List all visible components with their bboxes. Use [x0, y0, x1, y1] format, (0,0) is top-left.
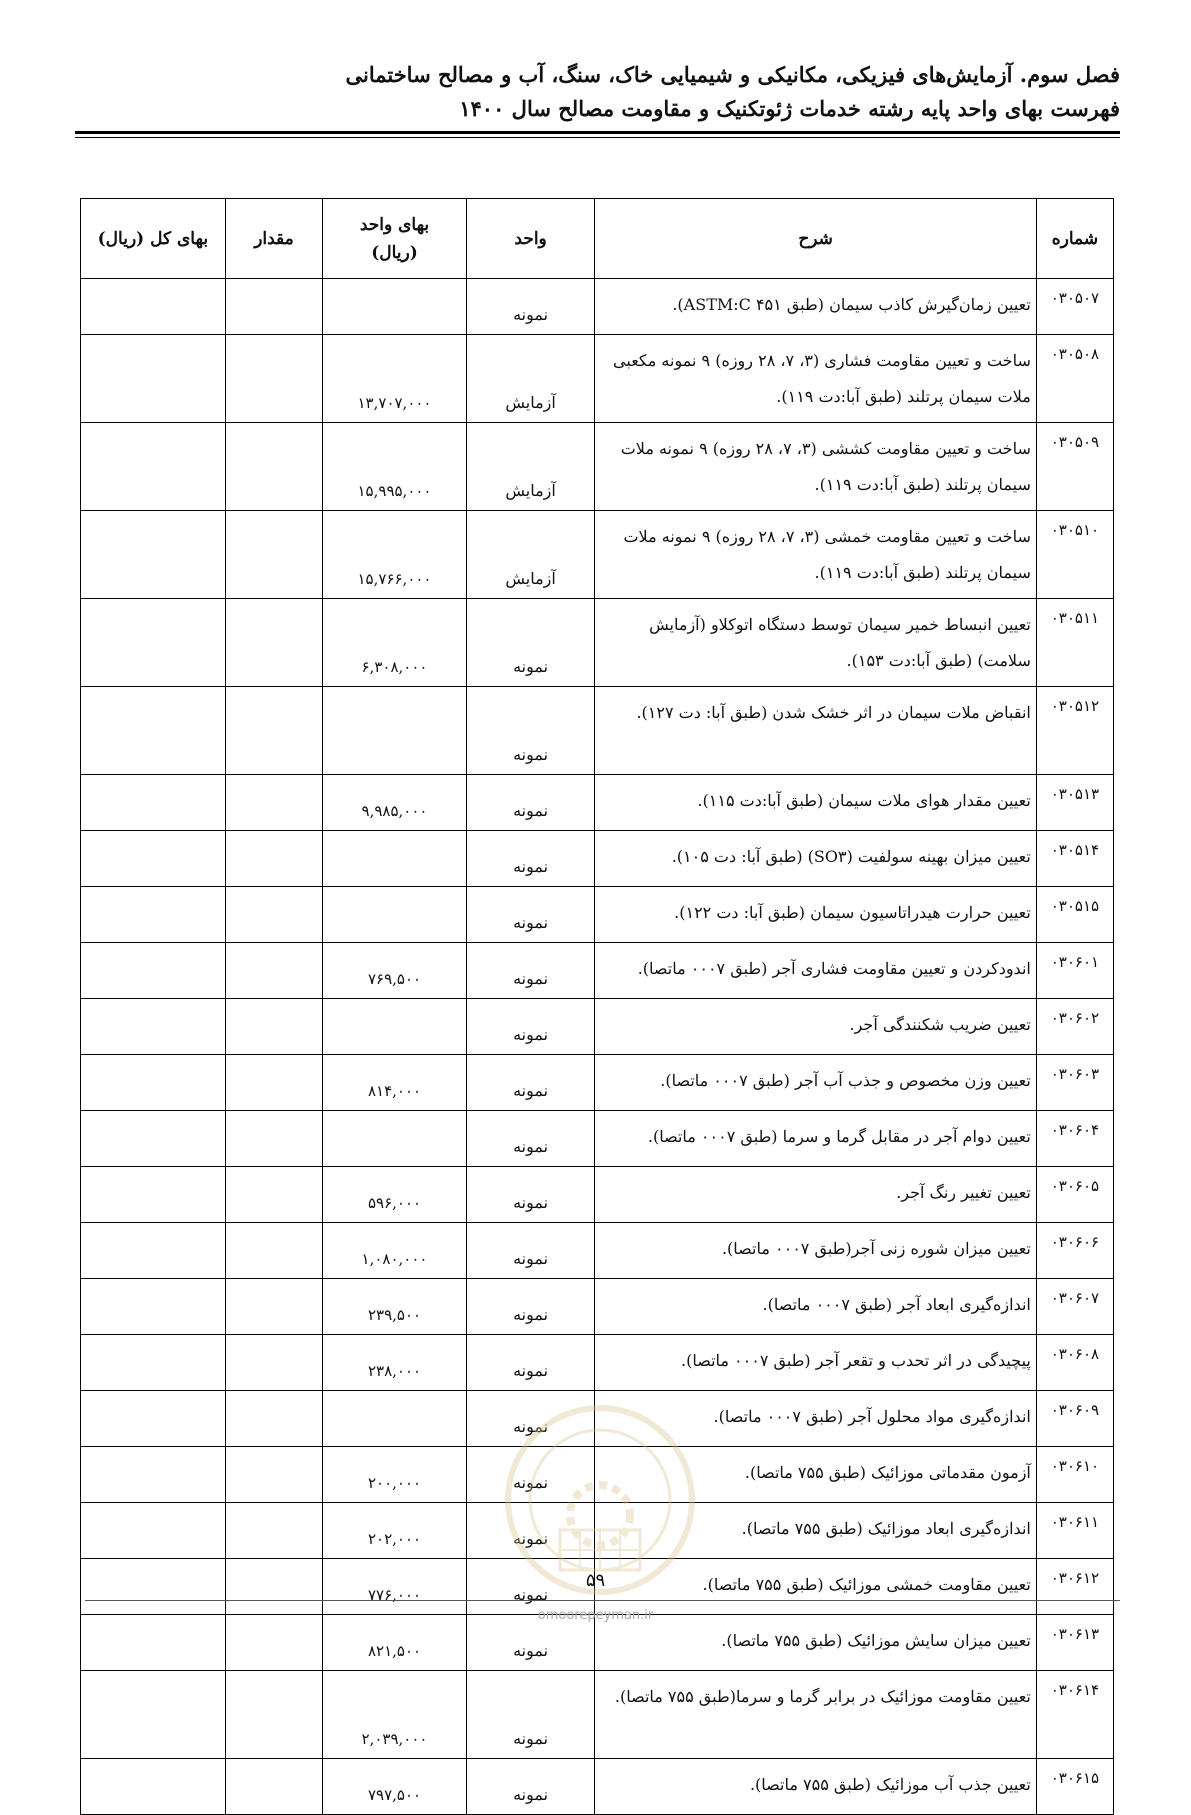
row-quantity	[225, 1167, 323, 1223]
row-unit-price: ۱,۰۸۰,۰۰۰	[323, 1223, 467, 1279]
watermark-url: omoorepeyman.ir	[537, 1608, 654, 1623]
row-description: انقباض ملات سیمان در اثر خشک شدن (طبق آبا: دت ۱۲۷).	[595, 687, 1036, 775]
column-header-description: شرح	[595, 199, 1036, 279]
row-quantity	[225, 1335, 323, 1391]
table-row	[81, 1223, 1114, 1279]
row-description: اندازه‌گیری ابعاد موزائیک (طبق ۷۵۵ ماتصا).	[595, 1503, 1036, 1559]
column-header-code: شماره	[1036, 199, 1113, 279]
table-row	[81, 1335, 1114, 1391]
row-unit: نمونه	[466, 687, 595, 775]
row-total-price	[81, 599, 226, 687]
row-unit: نمونه	[466, 831, 595, 887]
table-row	[81, 335, 1114, 423]
row-quantity	[225, 831, 323, 887]
row-total-price	[81, 775, 226, 831]
table-row	[81, 999, 1114, 1055]
row-unit: نمونه	[466, 775, 595, 831]
row-code: ۰۳۰۵۱۵	[1036, 887, 1113, 943]
unit-price-header-line2: (ریال)	[371, 242, 418, 263]
chapter-title: فصل سوم. آزمایش‌های فیزیکی، مکانیکی و شیمیایی خاک، سنگ، آب و مصالح ساختمانی	[345, 62, 1120, 87]
header-divider-thin	[75, 137, 1120, 138]
row-quantity	[225, 1055, 323, 1111]
row-code: ۰۳۰۶۰۴	[1036, 1111, 1113, 1167]
row-unit-price	[323, 887, 467, 943]
row-unit: نمونه	[466, 999, 595, 1055]
table-row	[81, 831, 1114, 887]
footer-divider	[85, 1600, 1120, 1601]
row-quantity	[225, 1759, 323, 1815]
row-total-price	[81, 831, 226, 887]
row-description: تعیین مقدار هوای ملات سیمان (طبق آبا:دت ۱۱۵).	[595, 775, 1036, 831]
row-unit: نمونه	[466, 1167, 595, 1223]
row-description: اندازه‌گیری مواد محلول آجر (طبق ۰۰۰۷ ماتصا).	[595, 1391, 1036, 1447]
row-unit-price	[323, 831, 467, 887]
row-description: ساخت و تعیین مقاومت خمشی (۳، ۷، ۲۸ روزه) ۹ نمونه ملات سیمان پرتلند (طبق آبا:دت ۱۱۹).	[595, 511, 1036, 599]
row-total-price	[81, 1335, 226, 1391]
row-unit: آزمایش	[466, 335, 595, 423]
row-code: ۰۳۰۶۱۳	[1036, 1615, 1113, 1671]
row-code: ۰۳۰۶۰۵	[1036, 1167, 1113, 1223]
table-row	[81, 1167, 1114, 1223]
row-quantity	[225, 687, 323, 775]
row-unit: نمونه	[466, 1615, 595, 1671]
row-description: تعیین مقاومت موزائیک در برابر گرما و سرما(طبق ۷۵۵ ماتصا).	[595, 1671, 1036, 1759]
row-unit-price	[323, 687, 467, 775]
table-row	[81, 511, 1114, 599]
row-quantity	[225, 943, 323, 999]
row-quantity	[225, 999, 323, 1055]
row-description: تعیین حرارت هیدراتاسیون سیمان (طبق آبا: دت ۱۲۲).	[595, 887, 1036, 943]
row-description: ساخت و تعیین مقاومت فشاری (۳، ۷، ۲۸ روزه) ۹ نمونه مکعبی ملات سیمان پرتلند (طبق آبا:دت ۱۱۹).	[595, 335, 1036, 423]
row-unit-price: ۲۰۲,۰۰۰	[323, 1503, 467, 1559]
row-quantity	[225, 1391, 323, 1447]
row-unit: نمونه	[466, 599, 595, 687]
row-unit-price: ۷۷۶,۰۰۰	[323, 1559, 467, 1615]
row-unit-price: ۷۶۹,۵۰۰	[323, 943, 467, 999]
row-unit: نمونه	[466, 1391, 595, 1447]
row-code: ۰۳۰۵۱۴	[1036, 831, 1113, 887]
row-code: ۰۳۰۵۰۷	[1036, 279, 1113, 335]
row-total-price	[81, 887, 226, 943]
row-quantity	[225, 1111, 323, 1167]
row-description: تعیین مقاومت خمشی موزائیک (طبق ۷۵۵ ماتصا).	[595, 1559, 1036, 1615]
row-total-price	[81, 1111, 226, 1167]
row-description: تعیین وزن مخصوص و جذب آب آجر (طبق ۰۰۰۷ ماتصا).	[595, 1055, 1036, 1111]
row-code: ۰۳۰۵۱۲	[1036, 687, 1113, 775]
table-header-row	[81, 199, 1114, 279]
row-unit-price: ۹,۹۸۵,۰۰۰	[323, 775, 467, 831]
table-row	[81, 687, 1114, 775]
header-divider-thick	[75, 131, 1120, 134]
row-description: اندازه‌گیری ابعاد آجر (طبق ۰۰۰۷ ماتصا).	[595, 1279, 1036, 1335]
row-description: تعیین میزان شوره زنی آجر(طبق ۰۰۰۷ ماتصا).	[595, 1223, 1036, 1279]
row-description: تعیین دوام آجر در مقابل گرما و سرما (طبق ۰۰۰۷ ماتصا).	[595, 1111, 1036, 1167]
table-row	[81, 887, 1114, 943]
row-unit-price: ۵۹۶,۰۰۰	[323, 1167, 467, 1223]
row-code: ۰۳۰۶۱۵	[1036, 1759, 1113, 1815]
table-row	[81, 1279, 1114, 1335]
row-unit-price: ۲۰۰,۰۰۰	[323, 1447, 467, 1503]
row-unit: آزمایش	[466, 423, 595, 511]
row-total-price	[81, 335, 226, 423]
row-unit: نمونه	[466, 1335, 595, 1391]
row-unit-price	[323, 1111, 467, 1167]
row-code: ۰۳۰۶۰۹	[1036, 1391, 1113, 1447]
row-quantity	[225, 279, 323, 335]
column-header-unit: واحد	[466, 199, 595, 279]
row-unit-price	[323, 1391, 467, 1447]
row-code: ۰۳۰۶۰۷	[1036, 1279, 1113, 1335]
row-quantity	[225, 887, 323, 943]
row-unit-price	[323, 279, 467, 335]
row-code: ۰۳۰۶۰۶	[1036, 1223, 1113, 1279]
row-unit-price: ۱۳,۷۰۷,۰۰۰	[323, 335, 467, 423]
row-code: ۰۳۰۶۱۴	[1036, 1671, 1113, 1759]
row-unit: نمونه	[466, 1503, 595, 1559]
row-code: ۰۳۰۶۱۰	[1036, 1447, 1113, 1503]
row-total-price	[81, 511, 226, 599]
table-row	[81, 775, 1114, 831]
row-quantity	[225, 599, 323, 687]
unit-price-header-line1: بهای واحد	[359, 214, 430, 235]
row-unit-price: ۶,۳۰۸,۰۰۰	[323, 599, 467, 687]
row-unit: نمونه	[466, 887, 595, 943]
table-row	[81, 599, 1114, 687]
column-header-quantity: مقدار	[225, 199, 323, 279]
row-unit-price: ۸۱۴,۰۰۰	[323, 1055, 467, 1111]
row-unit-price	[323, 999, 467, 1055]
row-description: تعیین تغییر رنگ آجر.	[595, 1167, 1036, 1223]
row-unit-price: ۲,۰۳۹,۰۰۰	[323, 1671, 467, 1759]
row-unit: نمونه	[466, 1759, 595, 1815]
row-description: آزمون مقدماتی موزائیک (طبق ۷۵۵ ماتصا).	[595, 1447, 1036, 1503]
page-number: ۵۹	[585, 1570, 606, 1591]
row-total-price	[81, 1167, 226, 1223]
row-unit: آزمایش	[466, 511, 595, 599]
row-code: ۰۳۰۶۱۱	[1036, 1503, 1113, 1559]
row-total-price	[81, 423, 226, 511]
row-code: ۰۳۰۶۰۱	[1036, 943, 1113, 999]
row-quantity	[225, 423, 323, 511]
row-unit-price: ۱۵,۷۶۶,۰۰۰	[323, 511, 467, 599]
row-code: ۰۳۰۶۰۲	[1036, 999, 1113, 1055]
row-total-price	[81, 1447, 226, 1503]
row-unit-price: ۷۹۷,۵۰۰	[323, 1759, 467, 1815]
table-row	[81, 1055, 1114, 1111]
row-unit: نمونه	[466, 1223, 595, 1279]
row-code: ۰۳۰۵۰۹	[1036, 423, 1113, 511]
row-description: پیچیدگی در اثر تحدب و تقعر آجر (طبق ۰۰۰۷ ماتصا).	[595, 1335, 1036, 1391]
row-quantity	[225, 775, 323, 831]
row-total-price	[81, 999, 226, 1055]
row-unit: نمونه	[466, 1671, 595, 1759]
document-title: فهرست بهای واحد پایه رشته خدمات ژئوتکنیک و مقاومت مصالح سال ۱۴۰۰	[459, 96, 1120, 121]
row-total-price	[81, 1391, 226, 1447]
row-code: ۰۳۰۶۰۳	[1036, 1055, 1113, 1111]
row-description: ساخت و تعیین مقاومت کششی (۳، ۷، ۲۸ روزه) ۹ نمونه ملات سیمان پرتلند (طبق آبا:دت ۱۱۹).	[595, 423, 1036, 511]
row-unit: نمونه	[466, 1111, 595, 1167]
row-quantity	[225, 335, 323, 423]
table-row	[81, 1759, 1114, 1815]
row-code: ۰۳۰۶۱۲	[1036, 1559, 1113, 1615]
row-unit: نمونه	[466, 1447, 595, 1503]
row-total-price	[81, 687, 226, 775]
row-code: ۰۳۰۵۰۸	[1036, 335, 1113, 423]
row-unit-price: ۱۵,۹۹۵,۰۰۰	[323, 423, 467, 511]
row-description: تعیین انبساط خمیر سیمان توسط دستگاه اتوکلاو (آزمایش سلامت) (طبق آبا:دت ۱۵۳).	[595, 599, 1036, 687]
row-unit: نمونه	[466, 1279, 595, 1335]
row-description: اندودکردن و تعیین مقاومت فشاری آجر (طبق ۰۰۰۷ ماتصا).	[595, 943, 1036, 999]
row-unit-price: ۸۲۱,۵۰۰	[323, 1615, 467, 1671]
row-quantity	[225, 1223, 323, 1279]
row-total-price	[81, 1503, 226, 1559]
row-quantity	[225, 1503, 323, 1559]
row-code: ۰۳۰۵۱۳	[1036, 775, 1113, 831]
row-total-price	[81, 943, 226, 999]
row-total-price	[81, 1279, 226, 1335]
row-description: تعیین میزان بهینه سولفیت (SO۳) (طبق آبا: دت ۱۰۵).	[595, 831, 1036, 887]
row-code: ۰۳۰۶۰۸	[1036, 1335, 1113, 1391]
row-description: تعیین جذب آب موزائیک (طبق ۷۵۵ ماتصا).	[595, 1759, 1036, 1815]
table-row	[81, 1111, 1114, 1167]
column-header-total-price: بهای کل (ریال)	[81, 199, 226, 279]
row-unit: نمونه	[466, 279, 595, 335]
row-total-price	[81, 1055, 226, 1111]
row-description: تعیین زمان‌گیرش کاذب سیمان (طبق ASTM:C ۴۵۱).	[595, 279, 1036, 335]
table-row	[81, 279, 1114, 335]
table-row	[81, 423, 1114, 511]
column-header-unit-price	[323, 199, 467, 279]
row-total-price	[81, 1759, 226, 1815]
row-quantity	[225, 511, 323, 599]
page-header	[75, 58, 1120, 126]
row-total-price	[81, 279, 226, 335]
row-unit: نمونه	[466, 943, 595, 999]
row-quantity	[225, 1279, 323, 1335]
table-row	[81, 943, 1114, 999]
row-description: تعیین میزان سایش موزائیک (طبق ۷۵۵ ماتصا).	[595, 1615, 1036, 1671]
row-code: ۰۳۰۵۱۱	[1036, 599, 1113, 687]
row-unit-price: ۲۳۹,۵۰۰	[323, 1279, 467, 1335]
row-code: ۰۳۰۵۱۰	[1036, 511, 1113, 599]
row-description: تعیین ضریب شکنندگی آجر.	[595, 999, 1036, 1055]
row-total-price	[81, 1223, 226, 1279]
row-unit-price: ۲۳۸,۰۰۰	[323, 1335, 467, 1391]
row-unit: نمونه	[466, 1055, 595, 1111]
row-quantity	[225, 1447, 323, 1503]
row-unit: نمونه	[466, 1559, 595, 1615]
